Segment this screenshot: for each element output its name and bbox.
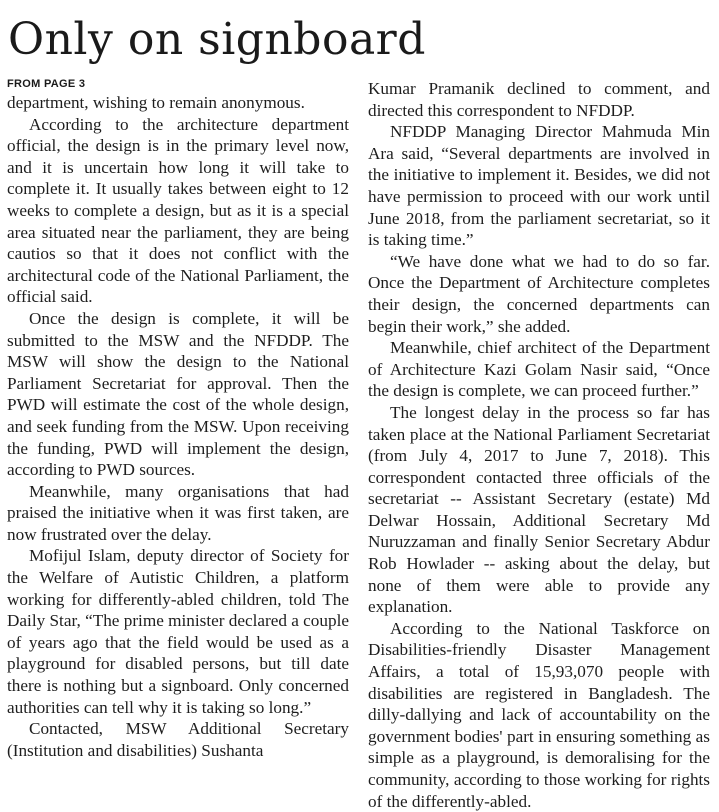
article-paragraph: NFDDP Managing Director Mahmuda Min Ara said, “Several departments are involved in the initiative to implement it. Besides, we did not have permission to proceed with our work until June 2018, from the parliament secretariat, so it is taking time.” [368,122,710,250]
article-column-left [7,76,349,761]
article-column-right [368,78,710,812]
headline: Only on signboard [8,14,426,65]
article-paragraph: Meanwhile, many organisations that had praised the initiative when it was first taken, are now frustrated over the delay. [7,481,349,544]
article-paragraph: Once the design is complete, it will be submitted to the MSW and the NFDDP. The MSW will show the design to the National Parliament Secretariat for approval. Then the PWD will estimate the cost of the whole design, and seek funding from the MSW. Upon receiving the funding, PWD will implement the design, according to PWD sources. [7,308,349,480]
article-body [7,76,713,811]
article-paragraph: “We have done what we had to do so far. Once the Department of Architecture completes their design, the concerned departments can begin their work,” she added. [368,251,710,336]
article-paragraph: According to the architecture department official, the design is in the primary level now, and it is uncertain how long it will take to complete it. It usually takes between eight to 12 weeks to complete a design, but as it is a special area situated near the parliament, they are being cautios so that it does not conflict with the architectural code of the National Parliament, the official said. [7,114,349,307]
article-paragraph: According to the National Taskforce on Disabilities-friendly Disaster Management Affairs, a total of 15,93,070 people with disabilities are registered in Bangladesh. The dilly-dallying and lack of accountability on the government bodies' part in ensuring something as simple as a playground, is demoralising for the community, according to those working for rights of the differently-abled. [368,618,710,811]
continuation-kicker: FROM PAGE 3 [7,78,86,90]
article-paragraph: Meanwhile, chief architect of the Department of Architecture Kazi Golam Nasir said, “Once the design is complete, we can proceed further.” [368,338,710,401]
article-paragraph: The longest delay in the process so far has taken place at the National Parliament Secretariat (from July 4, 2017 to June 7, 2018). This correspondent contacted three officials of the secretariat -- Assistant Secretary (estate) Md Delwar Hossain, Additional Secretary Md Nuruzzaman and finally Senior Secretary Abdur Rob Howlader -- asking about the delay, but none of them were able to provide any explanation. [368,402,710,617]
article-paragraph: Mofijul Islam, deputy director of Society for the Welfare of Autistic Children, a platform working for differently-abled children, told The Daily Star, “The prime minister declared a couple of years ago that the field would be used as a playground for disabled persons, but till date there is nothing but a signboard. Only concerned authorities can tell why it is taking so long.” [7,546,349,717]
article-paragraph: Kumar Pramanik declined to comment, and directed this correspondent to NFDDP. [368,79,710,120]
article-paragraph: department, wishing to remain anonymous. [7,93,305,112]
article-paragraph: Contacted, MSW Additional Secretary (Institution and disabilities) Sushanta [7,719,349,760]
